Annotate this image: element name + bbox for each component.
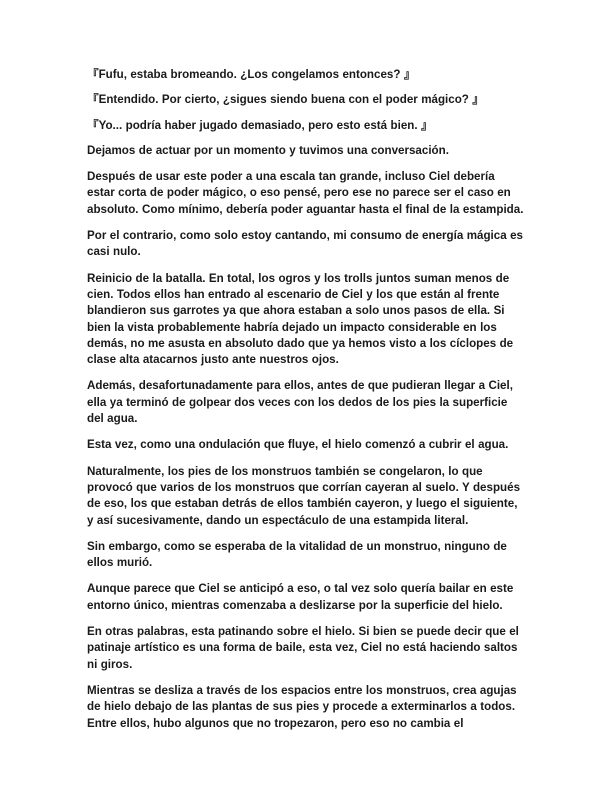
- paragraph: Reinicio de la batalla. En total, los ogros y los trolls juntos suman menos de cien. Todos ellos han entrado al escenario de Ciel y los que están al frente blandieron sus garrotes ya que ahora estaban a solo unos pasos de ella. Si bien la vista probablemente habría dejado un impacto considerable en los demás, no me asusta en absoluto dado que ya hemos visto a los cíclopes de clase alta atacarnos justo ante nuestros ojos.: [87, 271, 514, 367]
- paragraph: Por el contrario, como solo estoy cantando, mi consumo de energía mágica es casi nulo.: [87, 229, 523, 259]
- paragraph: Esta vez, como una ondulación que fluye, el hielo comenzó a cubrir el agua.: [87, 438, 509, 452]
- paragraph: Mientras se desliza a través de los espacios entre los monstruos, crea agujas de hielo debajo de las plantas de sus pies y procede a exterminarlos a todos. Entre ellos, hubo algunos que no tropezaron, pero eso no cambia el: [87, 683, 517, 730]
- document-body: [87, 67, 525, 742]
- paragraph: Dejamos de actuar por un momento y tuvimos una conversación.: [87, 143, 449, 157]
- dialog-line: 『Yo... podría haber jugado demasiado, pero esto está bien. 』: [87, 118, 433, 132]
- paragraph: En otras palabras, esta patinando sobre el hielo. Si bien se puede decir que el patinaje artístico es una forma de baile, esta vez, Ciel no está haciendo saltos ni giros.: [87, 625, 519, 671]
- paragraph: Sin embargo, como se esperaba de la vitalidad de un monstruo, ninguno de ellos murió.: [87, 539, 507, 570]
- paragraph: Naturalmente, los pies de los monstruos también se congelaron, lo que provocó que varios de los monstruos que corrían cayeran al suelo. Y después de eso, los que estaban detrás de ellos también cayeron, y luego el siguiente, y así sucesivamente, dando un espectáculo de una estampida literal.: [87, 464, 521, 527]
- paragraph: Después de usar este poder a una escala tan grande, incluso Ciel debería estar corta de poder mágico, o eso pensé, pero ese no parece ser el caso en absoluto. Como mínimo, debería poder aguantar hasta el final de la estampida.: [87, 170, 524, 216]
- dialog-line: 『Fufu, estaba bromeando. ¿Los congelamos entonces? 』: [87, 68, 416, 81]
- paragraph: Además, desafortunadamente para ellos, antes de que pudieran llegar a Ciel, ella ya terminó de golpear dos veces con los dedos de los pies la superficie del agua.: [87, 379, 513, 426]
- dialog-line: 『Entendido. Por cierto, ¿sigues siendo buena con el poder mágico? 』: [87, 93, 484, 107]
- paragraph: Aunque parece que Ciel se anticipó a eso, o tal vez solo quería bailar en este entorno único, mientras comenzaba a deslizarse por la superficie del hielo.: [87, 582, 514, 612]
